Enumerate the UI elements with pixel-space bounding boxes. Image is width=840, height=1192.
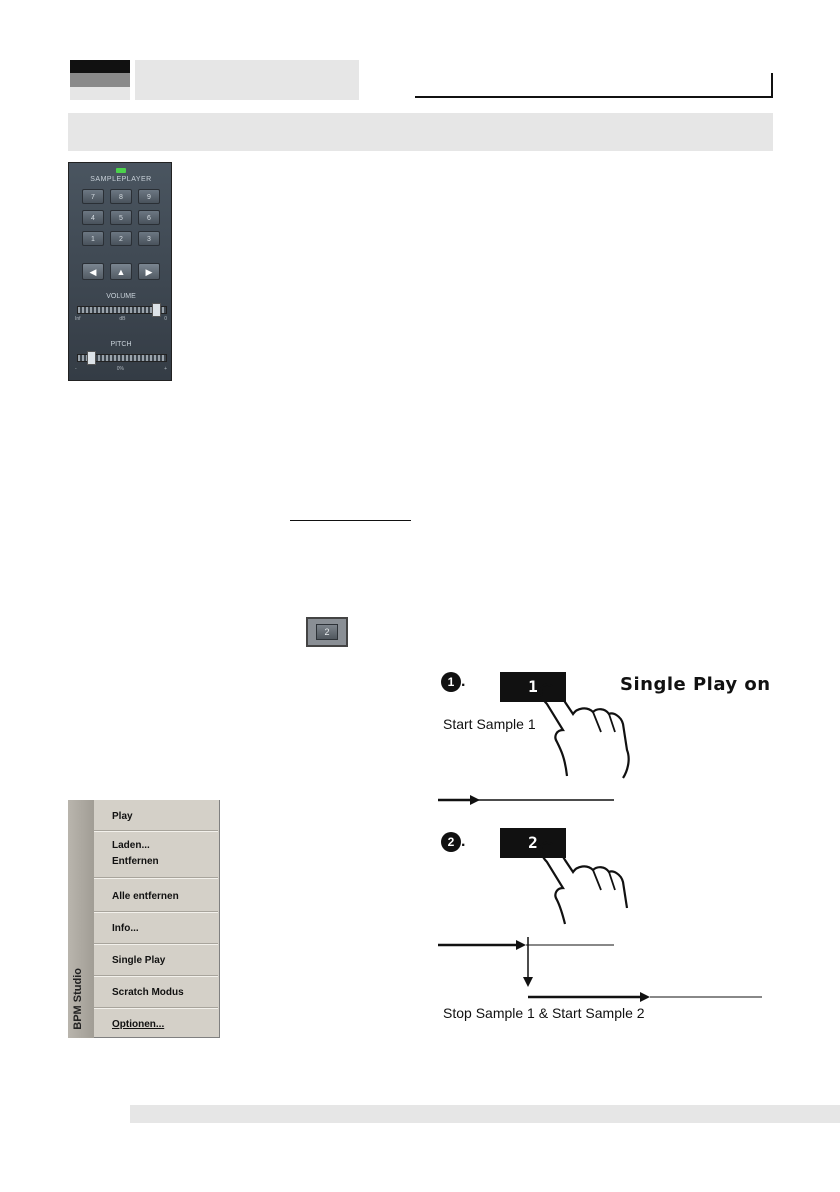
volume-scale [75, 316, 167, 322]
sample-key-8[interactable]: 8 [110, 189, 132, 204]
menu-item-options[interactable] [94, 1009, 218, 1037]
volume-label: VOLUME [106, 293, 136, 300]
step-2-caption: Stop Sample 1 & Start Sample 2 [443, 1005, 645, 1021]
menu-item-entfernen-label: Entfernen [112, 856, 159, 867]
menu-item-info-label: Info... [112, 923, 139, 934]
pitch-label: PITCH [110, 341, 132, 348]
menu-item-play-label: Play [112, 811, 133, 822]
step-1-marker: 1 . [441, 672, 465, 692]
header-tab [135, 60, 359, 100]
header-flag-graphic [70, 60, 130, 100]
menu-item-laden-label: Laden... [112, 840, 150, 851]
step-2-marker: 2 . [441, 832, 465, 852]
timeline-sample-2 [436, 935, 766, 1005]
prev-bank-button[interactable] [82, 263, 104, 280]
section-title-bar [68, 113, 773, 151]
inline-sample-button [306, 617, 348, 647]
sample-key-7[interactable]: 7 [82, 189, 104, 204]
menu-item-remove-all[interactable] [94, 880, 218, 912]
pointing-hand-icon [535, 680, 635, 780]
context-menu [68, 800, 220, 1038]
arrow-right-icon: ▶ [145, 267, 153, 277]
sample-key-5[interactable]: 5 [110, 210, 132, 225]
sample-key-1[interactable]: 1 [82, 231, 104, 246]
sample-button-2[interactable]: 2 [316, 624, 338, 640]
sample-key-6[interactable]: 6 [138, 210, 160, 225]
arrow-left-icon: ◀ [89, 267, 97, 277]
volume-scale-min: Inf [75, 316, 81, 322]
status-led-icon [116, 168, 126, 173]
footer-bar [130, 1105, 840, 1123]
menu-item-options-label: Optionen... [112, 1019, 165, 1030]
step-1-number: 1 [441, 672, 461, 692]
menu-sidebar [68, 800, 94, 1038]
sample-key-9[interactable]: 9 [138, 189, 160, 204]
header-rule [415, 96, 773, 98]
menu-item-single-play[interactable] [94, 945, 218, 976]
link-underline [290, 520, 411, 521]
sample-nav-row [82, 263, 160, 280]
pitch-slider-thumb[interactable] [87, 351, 96, 365]
volume-scale-mid: dB [119, 316, 126, 322]
sample-keypad [82, 189, 160, 246]
pitch-scale-max: + [164, 366, 167, 372]
menu-item-info[interactable] [94, 913, 218, 944]
sample-player-title: SAMPLEPLAYER [90, 176, 152, 183]
step-2-number: 2 [441, 832, 461, 852]
eject-button[interactable] [110, 263, 132, 280]
step-1-caption: Start Sample 1 [443, 716, 536, 732]
pointing-hand-icon [535, 838, 635, 928]
sample-key-4[interactable]: 4 [82, 210, 104, 225]
menu-item-play[interactable] [94, 804, 218, 831]
menu-item-load-remove[interactable] [94, 832, 218, 878]
volume-scale-max: 0 [164, 316, 167, 322]
volume-slider-thumb[interactable] [152, 303, 161, 317]
menu-item-scratch-modus-label: Scratch Modus [112, 987, 184, 998]
menu-item-scratch-modus[interactable] [94, 977, 218, 1008]
single-play-label: Single Play on [620, 674, 771, 695]
timeline-sample-1 [436, 792, 616, 806]
menu-item-single-play-label: Single Play [112, 955, 166, 966]
header-rule-tick [771, 73, 773, 98]
sample-key-2[interactable]: 2 [110, 231, 132, 246]
next-bank-button[interactable] [138, 263, 160, 280]
menu-item-remove-all-label: Alle entfernen [112, 891, 179, 902]
sample-player-panel [68, 162, 172, 381]
pitch-scale [75, 366, 167, 372]
arrow-up-icon: ▲ [116, 267, 126, 277]
pitch-scale-min: - [75, 366, 77, 372]
pitch-scale-mid: 0% [116, 366, 124, 372]
menu-sidebar-label: BPM Studio [72, 968, 84, 1030]
pad-key-1: 1 [500, 672, 566, 702]
pad-key-2: 2 [500, 828, 566, 858]
sample-key-3[interactable]: 3 [138, 231, 160, 246]
